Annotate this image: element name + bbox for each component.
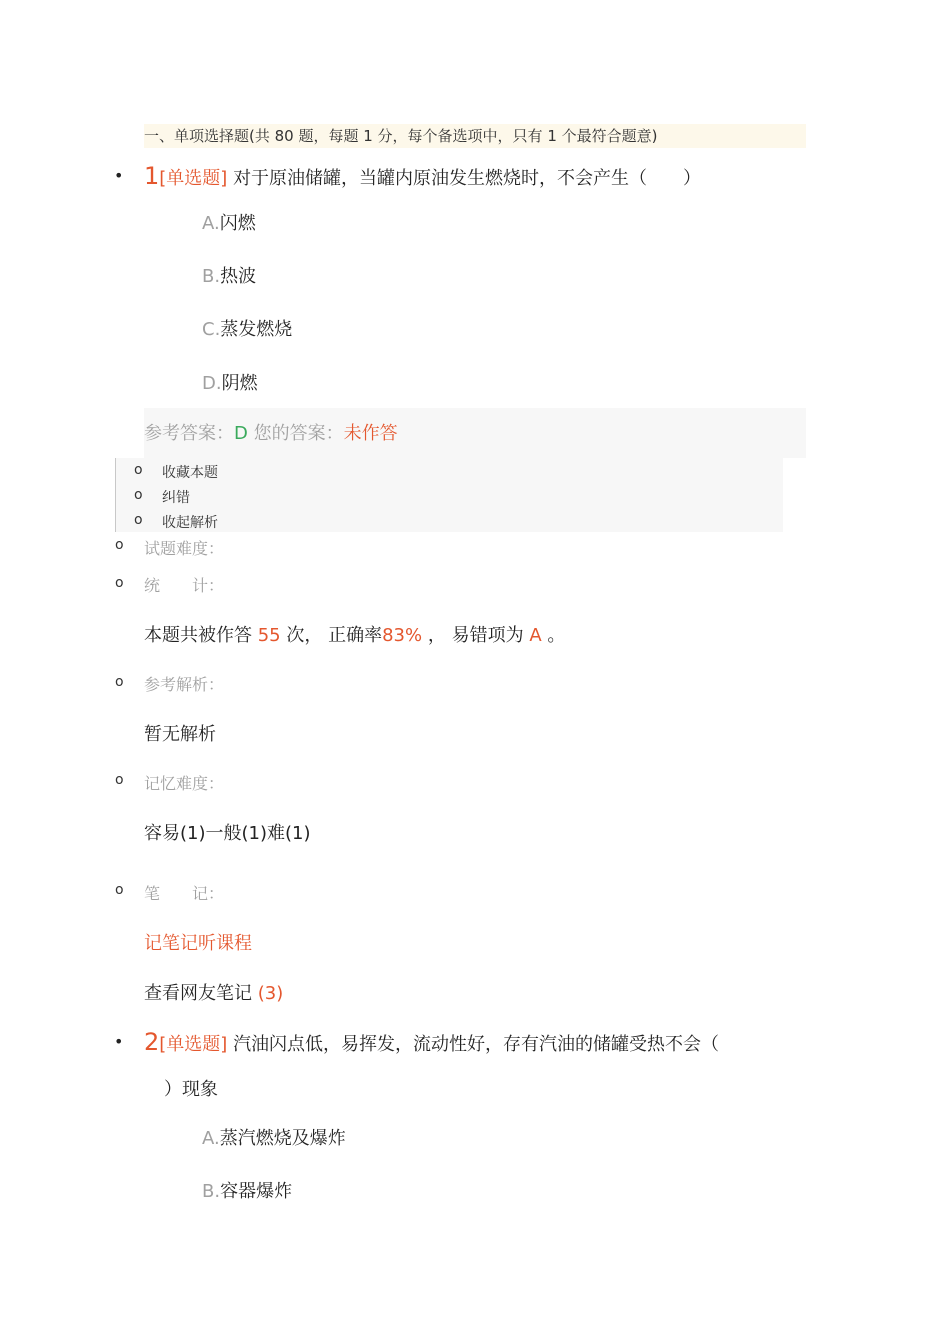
- memory-text[interactable]: 容易(1)一般(1)难(1): [144, 823, 311, 844]
- option-letter: B.: [202, 1181, 221, 1202]
- list-marker: o: [115, 575, 124, 591]
- your-answer-value: 未作答: [343, 423, 398, 444]
- question-2-header: [144, 1028, 719, 1059]
- option-d[interactable]: [202, 371, 258, 397]
- report-error-button[interactable]: 纠错: [162, 490, 190, 506]
- reference-answer-label: 参考答案：: [144, 423, 234, 444]
- section-title: 一、单项选择题(共 80 题，每题 1 分，每个备选项中，只有 1 个最符合题意): [144, 124, 806, 148]
- option-text: 阴燃: [221, 373, 258, 394]
- option-text: 闪燃: [219, 213, 256, 234]
- list-marker: o: [134, 462, 143, 478]
- question-type-tag: [单选题]: [159, 168, 228, 189]
- option-letter: A.: [202, 1128, 220, 1149]
- question-bullet: •: [114, 1032, 124, 1051]
- option-text: 蒸汽燃烧及爆炸: [219, 1128, 346, 1149]
- option-text: 热波: [220, 266, 257, 287]
- list-marker: o: [134, 512, 143, 528]
- question-stem: 对于原油储罐，当罐内原油发生燃烧时，不会产生（ ）: [233, 168, 702, 189]
- your-answer-label: 您的答案：: [253, 423, 344, 444]
- take-notes-link[interactable]: 记笔记听课程: [144, 933, 252, 954]
- option-c[interactable]: [202, 317, 292, 343]
- memory-label: 记忆难度：: [144, 774, 225, 793]
- analysis-text: 暂无解析: [144, 724, 216, 745]
- stats-mid2: 正确率: [328, 625, 383, 646]
- notes-label: 笔 记：: [144, 884, 225, 903]
- list-marker: o: [115, 537, 124, 553]
- stats-suffix: 。: [547, 625, 566, 646]
- option-text: 蒸发燃烧: [220, 319, 293, 340]
- option-text: 容器爆炸: [220, 1181, 293, 1202]
- stats-prefix: 本题共被作答: [144, 625, 252, 646]
- question-stem-continued: ）现象: [164, 1079, 218, 1100]
- stats-mid3: ，: [427, 625, 446, 646]
- list-marker: o: [115, 772, 124, 788]
- stats-mid1: 次，: [286, 625, 323, 646]
- option-b[interactable]: [202, 1179, 292, 1205]
- collapse-analysis-button[interactable]: 收起解析: [162, 515, 218, 531]
- option-letter: B.: [202, 266, 221, 287]
- option-letter: D.: [202, 373, 222, 394]
- stats-count: 55: [257, 625, 281, 646]
- question-type-tag: [单选题]: [159, 1034, 228, 1055]
- stats-text: [144, 621, 565, 647]
- reference-answer-value: D: [234, 423, 248, 444]
- question-number: 1: [144, 162, 160, 190]
- list-marker: o: [115, 674, 124, 690]
- question-stem: 汽油闪点低，易挥发，流动性好，存有汽油的储罐受热不会（: [233, 1034, 720, 1055]
- option-letter: C.: [202, 319, 221, 340]
- stats-rate: 83%: [382, 625, 423, 646]
- analysis-label: 参考解析：: [144, 675, 225, 694]
- favorite-button[interactable]: 收藏本题: [162, 465, 218, 481]
- option-a[interactable]: [202, 1126, 346, 1152]
- question-bullet: •: [114, 166, 124, 185]
- stats-label: 统 计：: [144, 576, 225, 595]
- difficulty-label: 试题难度：: [144, 539, 225, 558]
- option-letter: A.: [202, 213, 220, 234]
- friends-notes-link[interactable]: [144, 979, 283, 1005]
- list-marker: o: [115, 882, 124, 898]
- friends-notes-count: (3): [257, 983, 284, 1004]
- question-1-header: [144, 162, 701, 193]
- question-number: 2: [144, 1028, 160, 1056]
- option-b[interactable]: [202, 264, 256, 290]
- option-a[interactable]: [202, 211, 256, 237]
- answer-line: [144, 420, 398, 448]
- stats-wrong-option: A: [529, 625, 542, 646]
- friends-notes-text: 查看网友笔记: [144, 983, 252, 1004]
- list-marker: o: [134, 487, 143, 503]
- stats-mid4: 易错项为: [451, 625, 524, 646]
